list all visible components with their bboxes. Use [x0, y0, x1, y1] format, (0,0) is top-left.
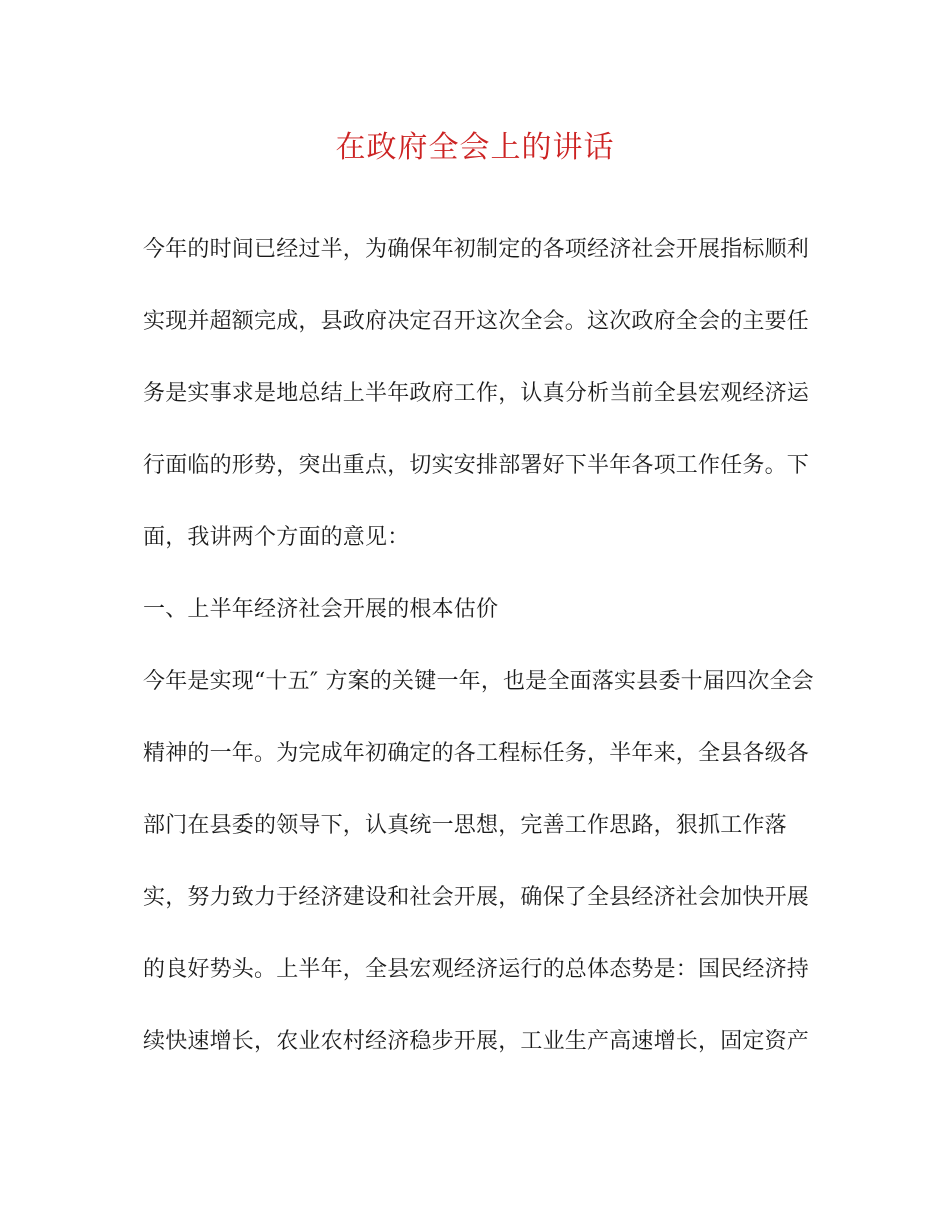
- document-title: 在政府全会上的讲话: [335, 130, 615, 165]
- text-line: 面，我讲两个方面的意见：: [143, 525, 410, 550]
- text-line: 行面临的形势，突出重点，切实安排部署好下半年各项工作任务。下: [143, 453, 810, 478]
- text-line: 一、上半年经济社会开展的根本估价: [143, 597, 499, 622]
- text-line: 实现并超额完成，县政府决定召开这次全会。这次政府全会的主要任: [143, 309, 810, 334]
- text-line: 今年是实现“十五″ 方案的关键一年，也是全面落实县委十届四次全会: [143, 669, 814, 694]
- text-line: 部门在县委的领导下，认真统一思想，完善工作思路，狠抓工作落: [143, 813, 787, 838]
- text-line: 续快速增长，农业农村经济稳步开展，工业生产高速增长，固定资产: [143, 1029, 810, 1054]
- text-line: 精神的一年。为完成年初确定的各工程标任务，半年来，全县各级各: [143, 741, 810, 766]
- text-line: 务是实事求是地总结上半年政府工作，认真分析当前全县宏观经济运: [143, 381, 810, 406]
- text-line: 今年的时间已经过半，为确保年初制定的各项经济社会开展指标顺利: [143, 237, 810, 262]
- document-body: [143, 214, 815, 1078]
- text-line: 的良好势头。上半年，全县宏观经济运行的总体态势是：国民经济持: [143, 957, 810, 982]
- text-line: 实，努力致力于经济建设和社会开展，确保了全县经济社会加快开展: [143, 885, 810, 910]
